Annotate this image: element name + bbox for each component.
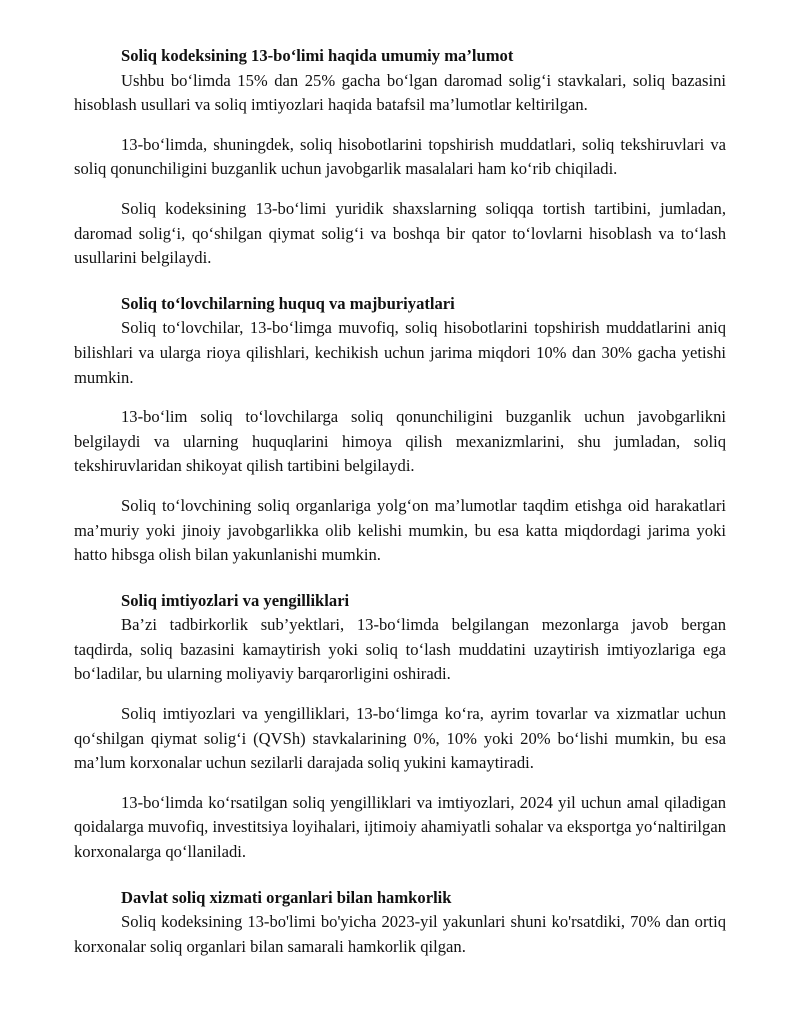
section-cooperation bbox=[74, 886, 726, 960]
section-heading: Soliq kodeksining 13-bo‘limi haqida umumiy ma’lumot bbox=[121, 46, 514, 65]
paragraph: Ushbu bo‘limda 15% dan 25% gacha bo‘lgan daromad solig‘i stavkalari, soliq bazasini hisoblash usullari va soliq imtiyozlari haqida batafsil ma’lumotlar keltirilgan. bbox=[74, 70, 726, 115]
section-taxpayer-rights bbox=[74, 292, 726, 568]
paragraph: 13-bo‘limda ko‘rsatilgan soliq yengilliklari va imtiyozlari, 2024 yil uchun amal qiladigan qoidalarga muvofiq, investitsiya loyihalari, ijtimoiy ahamiyatli sohalar va eksportga yo‘naltirilgan korxonalarga qo‘llaniladi. bbox=[74, 792, 726, 862]
section-heading: Soliq to‘lovchilarning huquq va majburiyatlari bbox=[121, 293, 455, 313]
paragraph: Soliq kodeksining 13-bo'limi bo'yicha 2023-yil yakunlari shuni ko'rsatdiki, 70% dan ortiq korxonalar soliq organlari bilan samarali hamkorlik qilgan. bbox=[74, 912, 726, 956]
section-heading: Davlat soliq xizmati organlari bilan hamkorlik bbox=[121, 887, 452, 907]
paragraph: Ba’zi tadbirkorlik sub’yektlari, 13-bo‘limda belgilangan mezonlarga javob bergan taqdirda, soliq bazasini kamaytirish yoki soliq to‘lash muddatini uzaytirish imtiyozlariga ega bo‘ladilar, bu ularning moliyaviy barqarorligini oshiradi. bbox=[74, 615, 726, 684]
paragraph: Soliq imtiyozlari va yengilliklari, 13-bo‘limga ko‘ra, ayrim tovarlar va xizmatlar uchun qo‘shilgan qiymat solig‘i (QVSh) stavkalarining 0%, 10% yoki 20% bo‘lishi mumkin, bu esa ma’lum korxonalar uchun sezilarli darajada soliq yukini kamaytiradi. bbox=[74, 704, 726, 773]
section-general-info bbox=[74, 44, 726, 271]
paragraph: 13-bo‘limda, shuningdek, soliq hisobotlarini topshirish muddatlari, soliq tekshiruvlari va soliq qonunchiligini buzganlik uchun javobgarlik masalalari ham ko‘rib chiqiladi. bbox=[74, 134, 726, 179]
paragraph: Soliq to‘lovchilar, 13-bo‘limga muvofiq, soliq hisobotlarini topshirish muddatlarini aniq bilishlari va ularga rioya qilishlari, kechikish uchun jarima miqdori 10% dan 30% gacha yetishi mumkin. bbox=[74, 318, 726, 387]
paragraph: 13-bo‘lim soliq to‘lovchilarga soliq qonunchiligini buzganlik uchun javobgarlikni belgilaydi va ularning huquqlarini himoya qilish mexanizmlarini, shu jumladan, soliq tekshiruvlaridan shikoyat qilish tartibini belgilaydi. bbox=[74, 407, 726, 476]
section-tax-benefits bbox=[74, 589, 726, 865]
paragraph: Soliq to‘lovchining soliq organlariga yolg‘on ma’lumotlar taqdim etishga oid harakatlari ma’muriy yoki jinoiy javobgarlikka olib kelishi mumkin, bu esa katta miqdordagi jarima yoki hatto hibsga olish bilan yakunlanishi mumkin. bbox=[74, 495, 726, 565]
paragraph: Soliq kodeksining 13-bo‘limi yuridik shaxslarning soliqqa tortish tartibini, jumladan, daromad solig‘i, qo‘shilgan qiymat solig‘i va boshqa bir qator to‘lovlarni hisoblash va to‘lash usullarini belgilaydi. bbox=[74, 198, 726, 268]
section-heading: Soliq imtiyozlari va yengilliklari bbox=[121, 590, 350, 610]
